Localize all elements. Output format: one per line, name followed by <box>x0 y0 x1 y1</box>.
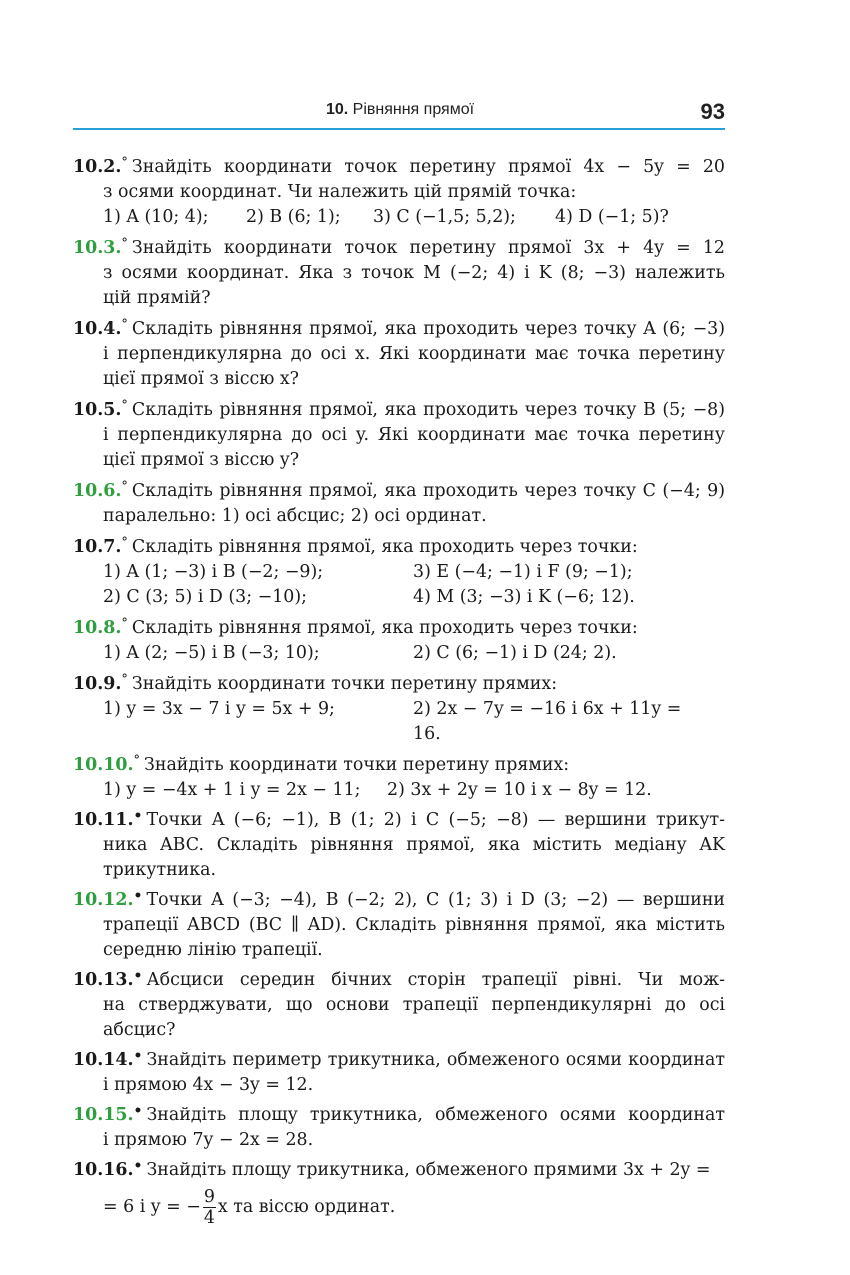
exercise-text-line <box>73 938 725 963</box>
exercise-item <box>73 150 725 230</box>
exercise-text: на стверджувати, що основи трапеції перпендикулярні до осі <box>103 995 725 1015</box>
difficulty-mark: • <box>133 968 143 984</box>
exercise-item <box>73 611 725 666</box>
exercise-text: цієї прямої з віссю x? <box>103 369 300 389</box>
exercise-text: Знайдіть периметр трикутника, обмеженого осями координат <box>146 1050 725 1070</box>
exercise-text-line <box>73 150 725 180</box>
exercise-text: Складіть рівняння прямої, яка проходить через точку B (5; −8) <box>131 400 725 420</box>
answer-option: 1) A (10; 4); <box>103 207 209 227</box>
subtask: 2) C (6; −1) і D (24; 2). <box>413 643 617 663</box>
exercise-text: Знайдіть координати точок перетину прямої 4x − 5y = 20 <box>131 157 725 177</box>
difficulty-mark: • <box>133 1103 143 1119</box>
section-title: Рівняння прямої <box>348 101 475 118</box>
exercise-number: 10.6. <box>73 481 122 501</box>
exercise-number: 10.2. <box>73 157 122 177</box>
exercise-number: 10.13. <box>73 970 134 990</box>
exercise-text-line <box>73 448 725 473</box>
answer-option: 3) C (−1,5; 5,2); <box>373 207 516 227</box>
exercise-text: Абсциси середин бічних сторін трапеції рівні. Чи мож- <box>146 970 725 990</box>
difficulty-mark: • <box>133 1048 143 1064</box>
exercise-text: Складіть рівняння прямої, яка проходить через точку A (6; −3) <box>131 319 725 339</box>
exercise-number: 10.12. <box>73 890 134 910</box>
exercise-number: 10.10. <box>73 755 134 775</box>
exercise-text-line <box>73 884 725 913</box>
exercise-text-line <box>73 393 725 423</box>
subtask: 1) y = 3x − 7 і y = 5x + 9; <box>103 699 335 719</box>
difficulty-mark: ° <box>121 398 128 413</box>
exercise-item <box>73 530 725 610</box>
difficulty-mark: • <box>133 1158 143 1174</box>
difficulty-mark: ° <box>121 535 128 550</box>
exercise-item <box>73 1044 725 1098</box>
exercise-text-line <box>73 504 725 529</box>
fraction-numerator: 9 <box>203 1186 215 1207</box>
exercise-text-line <box>73 993 725 1018</box>
exercise-text: з осями координат. Яка з точок M (−2; 4) і K (8; −3) належить <box>103 263 725 283</box>
exercise-text-line <box>73 231 725 261</box>
exercise-text: і прямою 4x − 3y = 12. <box>103 1075 314 1095</box>
difficulty-mark: ° <box>121 155 128 170</box>
difficulty-mark: ° <box>133 753 141 768</box>
exercise-number: 10.5. <box>73 400 122 420</box>
subtask: 1) A (1; −3) і B (−2; −9); <box>103 562 324 582</box>
subtask-row <box>73 697 725 747</box>
exercise-text-line <box>73 286 725 311</box>
exercise-text: паралельно: 1) осі абсцис; 2) осі ординат. <box>103 506 487 526</box>
answer-option: 4) D (−1; 5)? <box>555 207 669 227</box>
exercise-text-line <box>73 1154 725 1183</box>
subtask: 1) A (2; −5) і B (−3; 10); <box>103 643 320 663</box>
exercise-text-line <box>73 342 725 367</box>
exercise-item <box>73 667 725 747</box>
exercise-item <box>73 231 725 311</box>
running-header <box>0 101 800 119</box>
exercise-number: 10.9. <box>73 674 122 694</box>
exercise-number: 10.11. <box>73 810 134 830</box>
exercise-text-line <box>73 1128 725 1153</box>
exercise-number: 10.8. <box>73 618 122 638</box>
exercise-text-line <box>73 261 725 286</box>
exercise-number: 10.3. <box>73 238 122 258</box>
subtask: 2) 2x − 7y = −16 і 6x + 11y = 16. <box>413 699 682 744</box>
exercise-text: Точки A (−3; −4), B (−2; 2), C (1; 3) і D (3; −2) — вершини <box>146 890 725 910</box>
subtask-row <box>73 560 725 585</box>
exercise-text: і перпендикулярна до осі y. Які координати має точка перетину <box>103 425 725 445</box>
section-number: 10. <box>325 101 349 118</box>
exercise-text: трапеції ABCD (BC ∥ AD). Складіть рівняння прямої, яка містить <box>103 915 725 935</box>
exercise-text-line <box>73 367 725 392</box>
exercise-item <box>73 393 725 473</box>
exercise-text: Точки A (−6; −1), B (1; 2) і C (−5; −8) — вершини трикут- <box>146 810 725 830</box>
exercise-number: 10.16. <box>73 1160 134 1180</box>
exercise-text-line <box>73 667 725 697</box>
exercise-number: 10.7. <box>73 537 122 557</box>
fraction-denominator: 4 <box>203 1207 215 1228</box>
exercise-text: цій прямій? <box>103 288 211 308</box>
exercise-item <box>73 884 725 963</box>
subtask: 2) 3x + 2y = 10 і x − 8y = 12. <box>387 780 652 800</box>
exercise-list <box>73 150 725 1232</box>
difficulty-mark: ° <box>121 479 128 494</box>
exercise-text-line <box>73 748 725 778</box>
difficulty-mark: ° <box>121 236 128 251</box>
exercise-text-line <box>73 1099 725 1128</box>
exercise-text: Складіть рівняння прямої, яка проходить через точку C (−4; 9) <box>131 481 725 501</box>
header-rule <box>73 128 725 130</box>
answer-options <box>73 205 725 230</box>
exercise-text: Знайдіть координати точки перетину прямих: <box>131 674 558 694</box>
formula-line <box>73 1183 725 1231</box>
exercise-text-line <box>73 312 725 342</box>
exercise-text: Складіть рівняння прямої, яка проходить через точки: <box>131 537 638 557</box>
difficulty-mark: ° <box>121 317 128 332</box>
exercise-text-line <box>73 611 725 641</box>
exercise-text: середню лінію трапеції. <box>103 940 323 960</box>
exercise-item <box>73 964 725 1043</box>
exercise-text-line <box>73 913 725 938</box>
formula-text-after: x та віссю ординат. <box>217 1196 396 1217</box>
exercise-text: ника ABC. Складіть рівняння прямої, яка містить медіану AK <box>103 835 725 855</box>
difficulty-mark: • <box>133 888 143 904</box>
exercise-text: і перпендикулярна до осі x. Які координати має точка перетину <box>103 344 725 364</box>
exercise-number: 10.15. <box>73 1105 134 1125</box>
fraction <box>203 1187 216 1228</box>
exercise-item <box>73 474 725 529</box>
exercise-text: Знайдіть координати точок перетину прямої 3x + 4y = 12 <box>131 238 725 258</box>
exercise-text: і прямою 7y − 2x = 28. <box>103 1130 314 1150</box>
subtask-row <box>73 641 725 666</box>
exercise-text: Знайдіть координати точки перетину прямих: <box>144 755 570 775</box>
exercise-text-line <box>73 858 725 883</box>
difficulty-mark: • <box>133 808 143 824</box>
exercise-item <box>73 748 725 803</box>
difficulty-mark: ° <box>121 616 128 631</box>
subtask-row <box>73 778 725 803</box>
exercise-text-line <box>73 474 725 504</box>
exercise-text-line <box>73 1018 725 1043</box>
exercise-text: цієї прямої з віссю y? <box>103 450 300 470</box>
subtask: 3) E (−4; −1) і F (9; −1); <box>413 562 633 582</box>
exercise-item <box>73 312 725 392</box>
exercise-text: трикутника. <box>103 860 217 880</box>
exercise-text-line <box>73 1044 725 1073</box>
exercise-text-line <box>73 964 725 993</box>
exercise-text-line <box>73 530 725 560</box>
answer-option: 2) B (6; 1); <box>246 207 341 227</box>
exercise-text: Знайдіть площу трикутника, обмеженого прямими 3x + 2y = <box>146 1160 711 1180</box>
exercise-text: Складіть рівняння прямої, яка проходить через точки: <box>131 618 638 638</box>
exercise-text-line <box>73 180 725 205</box>
exercise-item <box>73 804 725 883</box>
formula-text-before: = 6 і y = − <box>103 1196 201 1217</box>
subtask: 4) M (3; −3) і K (−6; 12). <box>413 587 635 607</box>
exercise-number: 10.4. <box>73 319 122 339</box>
subtask: 1) y = −4x + 1 і y = 2x − 11; <box>103 780 361 800</box>
subtask: 2) C (3; 5) і D (3; −10); <box>103 587 307 607</box>
exercise-text: з осями координат. Чи належить цій прямій точка: <box>103 182 577 202</box>
exercise-text-line <box>73 1073 725 1098</box>
difficulty-mark: ° <box>121 672 128 687</box>
exercise-item <box>73 1099 725 1153</box>
exercise-text-line <box>73 833 725 858</box>
exercise-text: Знайдіть площу трикутника, обмеженого осями координат <box>146 1105 725 1125</box>
exercise-text-line <box>73 804 725 833</box>
page-number: 93 <box>700 99 725 124</box>
subtask-row <box>73 585 725 610</box>
exercise-item <box>73 1154 725 1231</box>
exercise-number: 10.14. <box>73 1050 134 1070</box>
exercise-text: абсцис? <box>103 1020 176 1040</box>
exercise-text-line <box>73 423 725 448</box>
